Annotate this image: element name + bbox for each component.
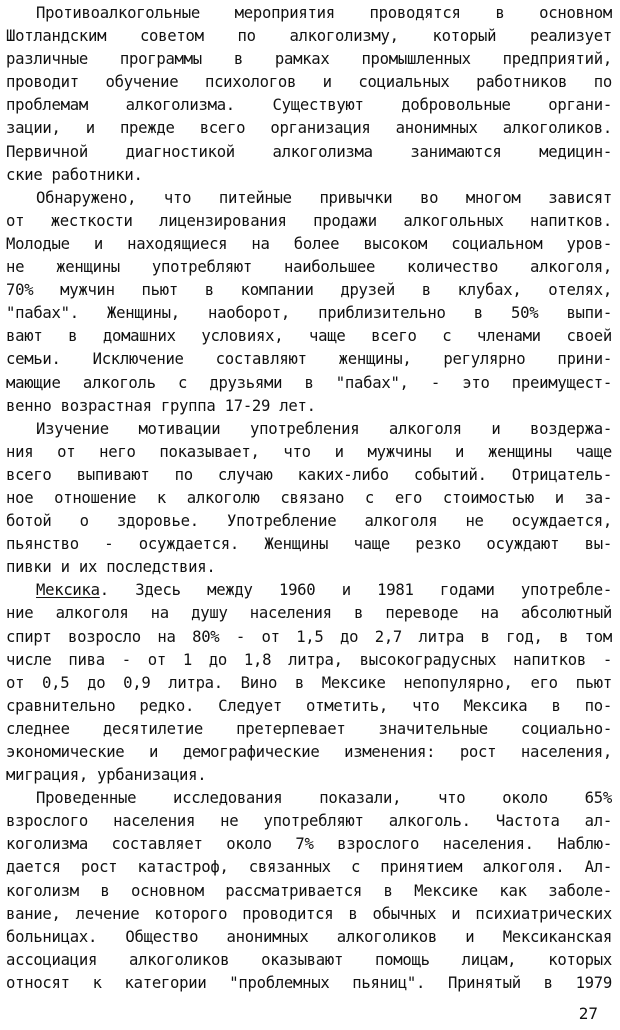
text-line: коголизма составляет около 7% взрослого населения. Наблю- bbox=[6, 835, 612, 854]
body-text bbox=[6, 2, 612, 995]
text-line: миграция, урбанизация. bbox=[6, 766, 207, 785]
text-line: взрослого населения не употребляют алкоголь. Частота ал- bbox=[6, 812, 612, 831]
text-line: пьянство - осуждается. Женщины чаще резко осуждают вы- bbox=[6, 535, 612, 554]
text-line: "пабах". Женщины, наоборот, приблизительно в 50% выпи- bbox=[6, 304, 612, 323]
text-line: вают в домашних условиях, чаще всего с членами своей bbox=[6, 327, 612, 346]
text-line: от 0,5 до 0,9 литра. Вино в Мексике непопулярно, его пьют bbox=[6, 673, 612, 692]
text-line: Противоалкогольные мероприятия проводятся в основном bbox=[36, 4, 612, 22]
text-line: проблемам алкоголизма. Существуют добровольные органи- bbox=[6, 96, 612, 115]
text-line: ния от него показывает, что и мужчины и женщины чаще bbox=[6, 442, 612, 461]
text-line: Шотландским советом по алкоголизму, который реализует bbox=[6, 27, 612, 46]
text-line: различные программы в рамках промышленных предприятий, bbox=[6, 50, 612, 69]
text-line: Изучение мотивации употребления алкоголя и воздержа- bbox=[36, 419, 612, 438]
text-line-content: . Здесь между 1960 и 1981 годами употребле- bbox=[99, 581, 612, 600]
text-line: ботой о здоровье. Употребление алкоголя не осуждается, bbox=[6, 512, 612, 531]
text-line: числе пива - от 1 до 1,8 литра, высокоградусных напитков - bbox=[6, 650, 612, 669]
text-line: ное отношение к алкоголю связано с его стоимостью и за- bbox=[6, 488, 612, 507]
text-line: дается рост катастроф, связанных с принятием алкоголя. Ал- bbox=[6, 858, 612, 877]
section-heading-mexico: Мексика bbox=[36, 581, 100, 600]
text-line: зации, и прежде всего организация анонимных алкоголиков. bbox=[6, 119, 612, 138]
text-line bbox=[6, 579, 612, 602]
text-line: вание, лечение которого проводится в обычных и психиатрических bbox=[6, 904, 612, 923]
text-line: относят к категории "проблемных пьяниц". Принятый в 1979 bbox=[6, 973, 612, 992]
text-line: мающие алкоголь с друзьями в "пабах", - это преимущест- bbox=[6, 373, 612, 392]
text-line: больницах. Общество анонимных алкоголиков и Мексиканская bbox=[6, 927, 612, 946]
text-line: не женщины употребляют наибольшее количество алкоголя, bbox=[6, 258, 612, 277]
text-line: Обнаружено, что питейные привычки во многом зависят bbox=[36, 188, 612, 207]
text-line: Проведенные исследования показали, что около 65% bbox=[36, 789, 612, 808]
text-line: венно возрастная группа 17-29 лет. bbox=[6, 396, 316, 415]
text-line: проводит обучение психологов и социальных работников по bbox=[6, 73, 612, 92]
text-line: Первичной диагностикой алкоголизма занимаются медицин- bbox=[6, 142, 612, 161]
text-line: ские работники. bbox=[6, 165, 143, 184]
text-line: пивки и их последствия. bbox=[6, 558, 216, 577]
text-line: всего выпивают по случаю каких-либо событий. Отрицатель- bbox=[6, 465, 612, 484]
text-line: сравнительно редко. Следует отметить, что Мексика в по- bbox=[6, 696, 612, 715]
text-line: семьи. Исключение составляют женщины, регулярно прини- bbox=[6, 350, 612, 369]
text-line: коголизм в основном рассматривается в Мексике как заболе- bbox=[6, 881, 612, 900]
text-line: следнее десятилетие претерпевает значительные социально- bbox=[6, 719, 612, 738]
text-line: ние алкоголя на душу населения в переводе на абсолютный bbox=[6, 604, 612, 623]
text-line: 70% мужчин пьют в компании друзей в клубах, отелях, bbox=[6, 281, 612, 300]
text-line: Молодые и находящиеся на более высоком социальном уров- bbox=[6, 234, 612, 253]
text-line: экономические и демографические изменения: рост населения, bbox=[6, 743, 612, 761]
text-line: спирт возросло на 80% - от 1,5 до 2,7 литра в год, в том bbox=[6, 627, 612, 646]
page-number: 27 bbox=[578, 1004, 598, 1023]
text-line: ассоциация алкоголиков оказывают помощь лицам, которых bbox=[6, 950, 612, 969]
text-line: от жесткости лицензирования продажи алкогольных напитков. bbox=[6, 211, 612, 230]
